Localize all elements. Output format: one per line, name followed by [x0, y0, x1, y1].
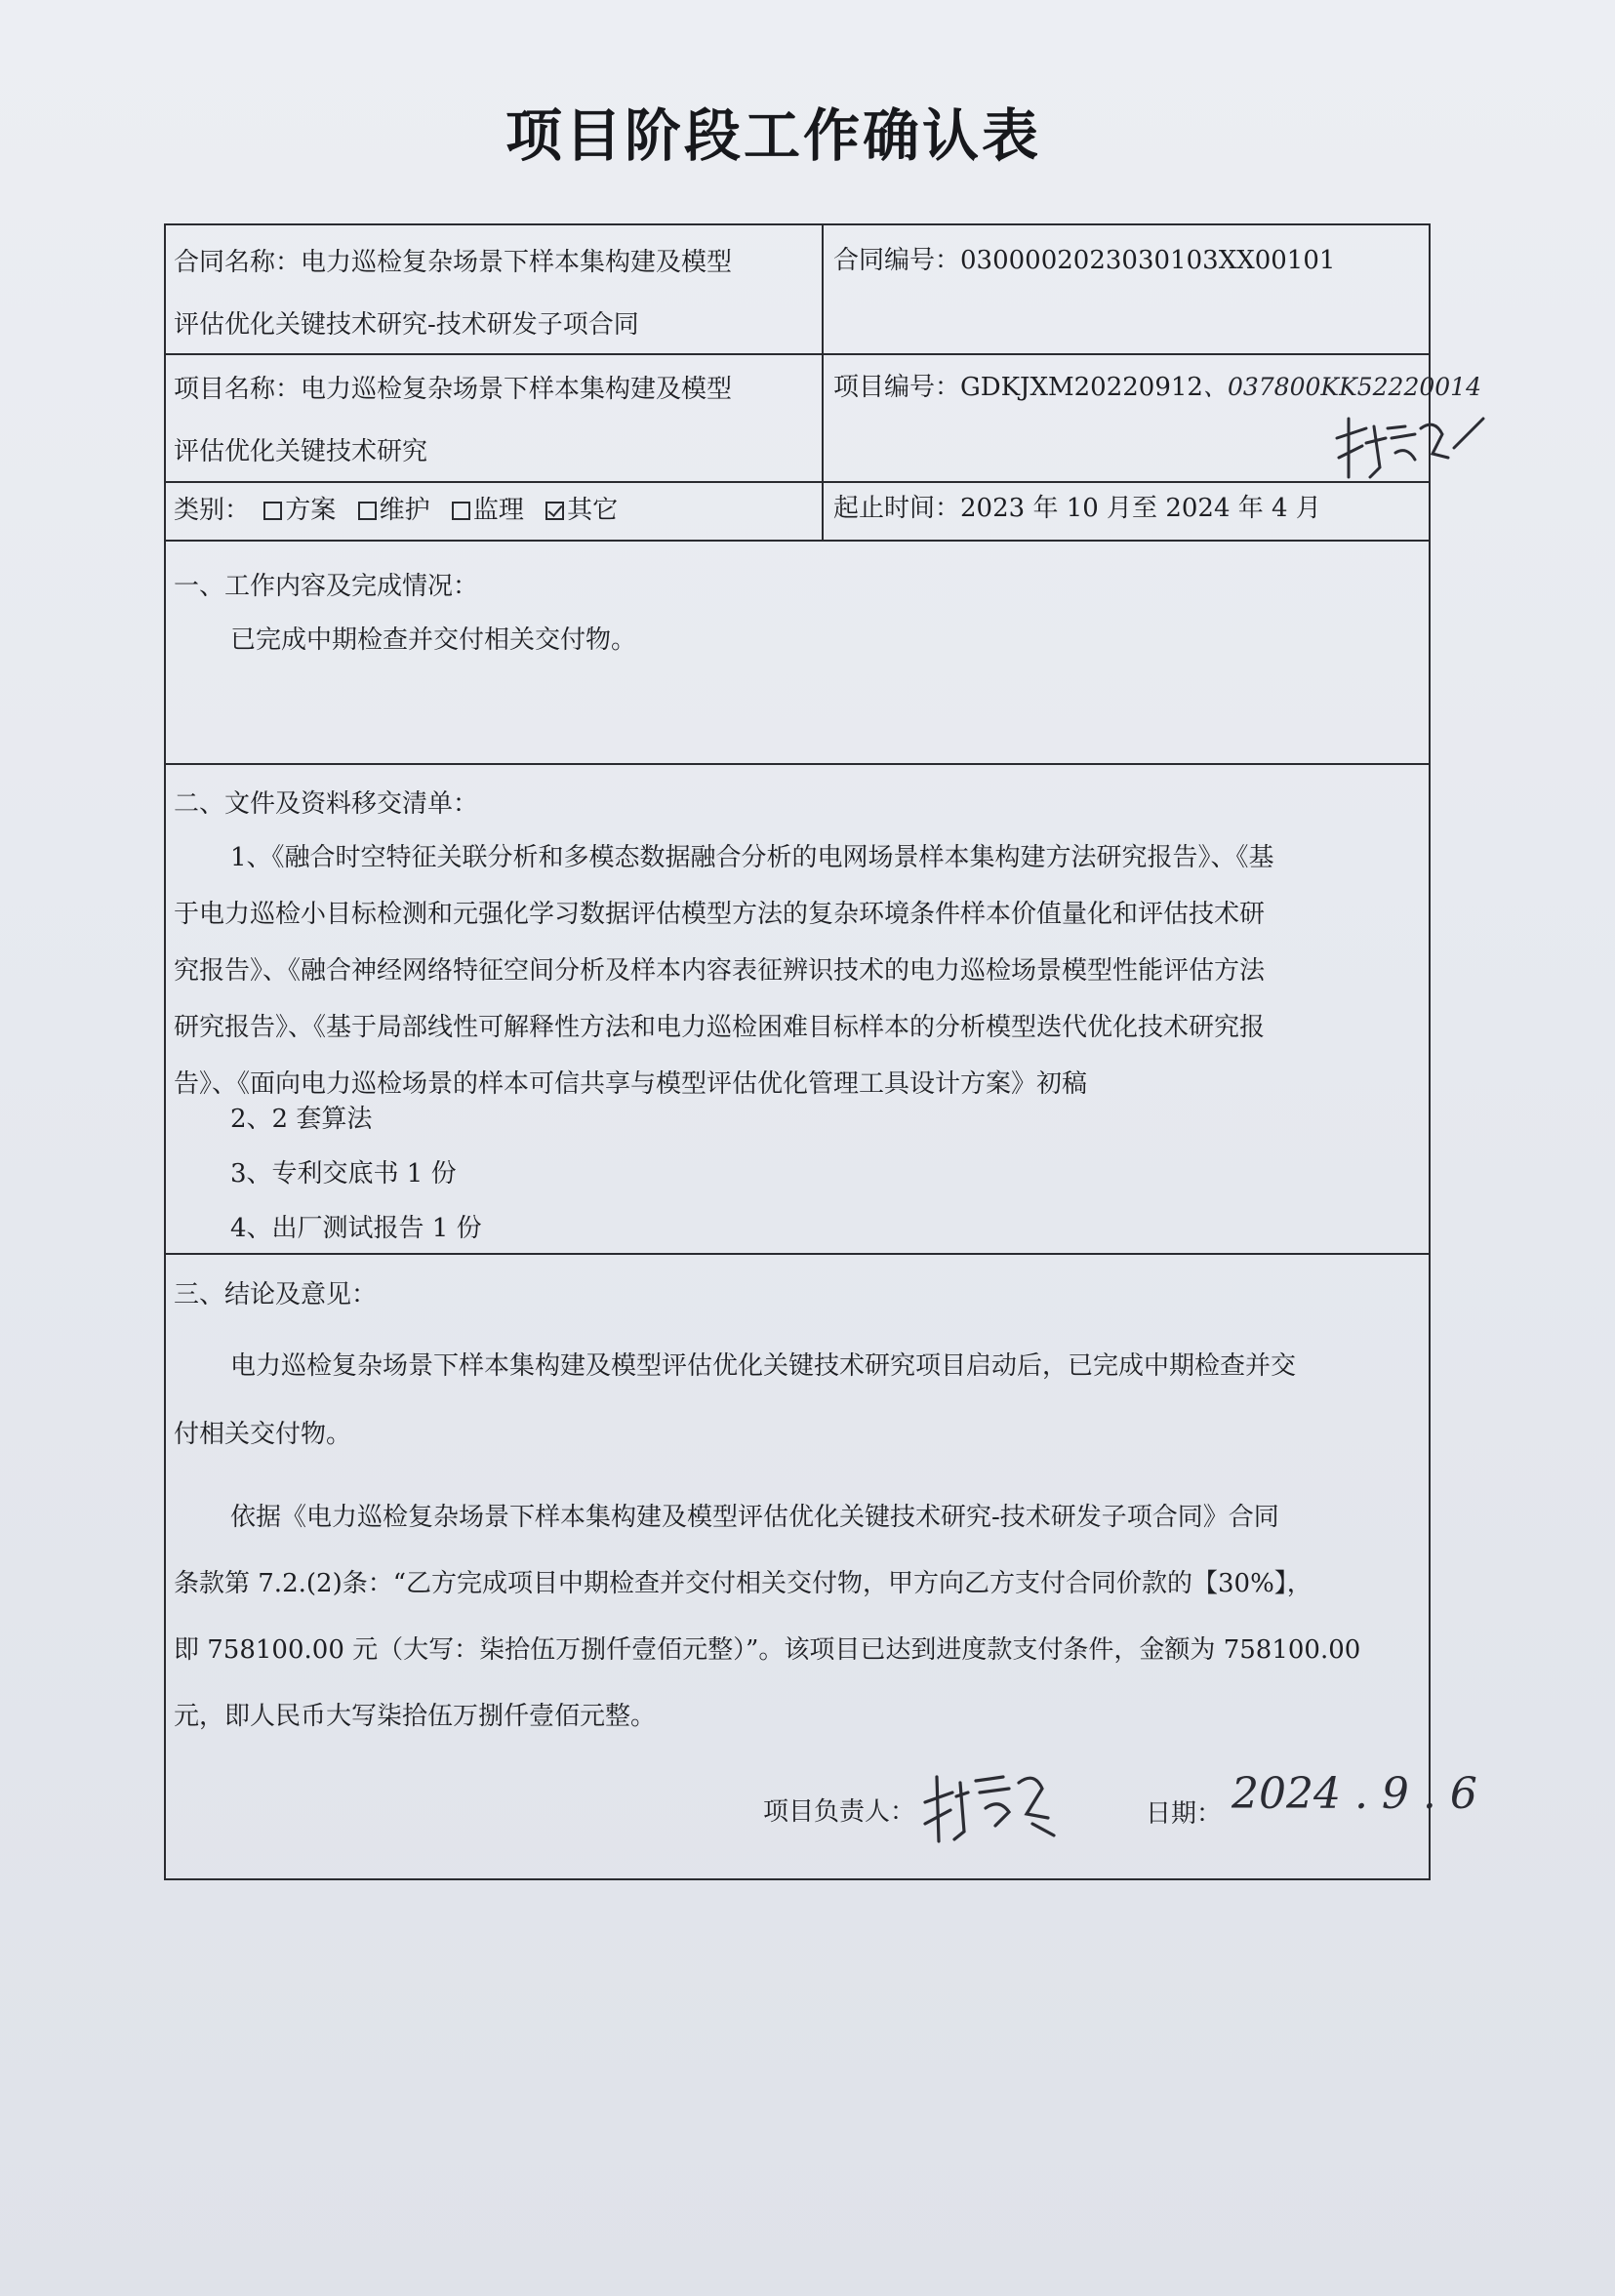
- project-number-label: 项目编号：: [833, 373, 961, 402]
- checkbox-maintenance[interactable]: [358, 502, 377, 520]
- confirmation-form: [164, 223, 1481, 1880]
- section1-heading: 一、工作内容及完成情况：: [174, 572, 479, 601]
- project-name-line2: 评估优化关键技术研究: [174, 437, 428, 466]
- contract-name-cell: [174, 231, 818, 356]
- initials-signature: [1327, 399, 1503, 491]
- row-divider: [166, 763, 1429, 765]
- section1-content: 已完成中期检查并交付相关交付物。: [230, 625, 637, 655]
- category-cell: [174, 481, 618, 540]
- section2-item1: 1、《融合时空特征关联分析和多模态数据融合分析的电网场景样本集构建方法研究报告》、《基 于电力巡检小目标检测和元强化学习数据评估模型方法的复杂环境条件样本价值量化和评估技术研 究报告》、《融合神经网络特征空间分析及样本内容表征辨识技术的电力巡检场景模型性能评估方法 研究报告》、《基于局部线性可解释性方法和电力巡检困难目标样本的分析模型迭代优化技术研究报 告》、《面向电力巡检场景的样本可信共享与模型评估优化管理工具设计方案》初稿: [174, 843, 1274, 1099]
- period-value: 2023 年 10 月至 2024 年 4 月: [960, 494, 1321, 523]
- section2-item4: 4、出厂测试报告 1 份: [230, 1214, 482, 1243]
- project-name-cell: [174, 358, 818, 483]
- contract-name-line2: 评估优化关键技术研究-技术研发子项合同: [174, 310, 639, 340]
- project-name-line1: 电力巡检复杂场景下样本集构建及模型: [301, 375, 733, 404]
- contract-number-cell: [833, 229, 1419, 292]
- signoff-date: 2024 . 9 . 6: [1231, 1769, 1477, 1819]
- page-title: 项目阶段工作确认表: [505, 102, 1041, 169]
- category-option-supervision[interactable]: 监理: [452, 496, 524, 525]
- period-cell: [833, 479, 1321, 538]
- section3-paragraph2: 依据《电力巡检复杂场景下样本集构建及模型评估优化关键技术研究-技术研发子项合同》合同 条款第 7.2.(2)条：“乙方完成项目中期检查并交付相关交付物，甲方向乙方支付合同价款的【30%】， 即 758100.00 元（大写：柒拾伍万捌仟壹佰元整）”。该项目已达到进度款支付条件，金额为 758100.00 元，即人民币大写柒拾伍万捌仟壹佰元整。: [174, 1503, 1361, 1731]
- section2-item2: 2、2 套算法: [230, 1105, 373, 1134]
- contract-number-value: 0300002023030103XX00101: [960, 246, 1336, 275]
- column-divider: [822, 225, 824, 542]
- section3-paragraph1: 电力巡检复杂场景下样本集构建及模型评估优化关键技术研究项目启动后，已完成中期检查并交 付相关交付物。: [174, 1351, 1297, 1449]
- project-number-printed: GDKJXM20220912: [960, 373, 1203, 402]
- date-label: 日期：: [1146, 1799, 1223, 1829]
- contract-name-label: 合同名称：: [174, 248, 302, 277]
- category-option-plan[interactable]: 方案: [263, 496, 336, 525]
- category-option-maintenance[interactable]: 维护: [358, 496, 430, 525]
- project-name-label: 项目名称：: [174, 375, 302, 404]
- project-leader-label: 项目负责人：: [763, 1797, 916, 1827]
- leader-signature: [917, 1753, 1083, 1855]
- checkbox-supervision[interactable]: [452, 502, 470, 520]
- checkbox-other-checked[interactable]: [545, 502, 564, 520]
- section3-heading: 三、结论及意见：: [174, 1280, 378, 1309]
- contract-name-line1: 电力巡检复杂场景下样本集构建及模型: [301, 248, 733, 277]
- project-number-handwritten: 、037800KK52220014: [1202, 373, 1481, 401]
- row-divider: [166, 540, 1429, 542]
- checkbox-plan[interactable]: [263, 502, 282, 520]
- contract-number-label: 合同编号：: [833, 246, 961, 275]
- section2-heading: 二、文件及资料移交清单：: [174, 789, 479, 819]
- category-label: 类别：: [174, 496, 251, 525]
- category-option-other[interactable]: 其它: [545, 496, 618, 525]
- section2-item3: 3、专利交底书 1 份: [230, 1159, 457, 1188]
- period-label: 起止时间：: [833, 494, 961, 523]
